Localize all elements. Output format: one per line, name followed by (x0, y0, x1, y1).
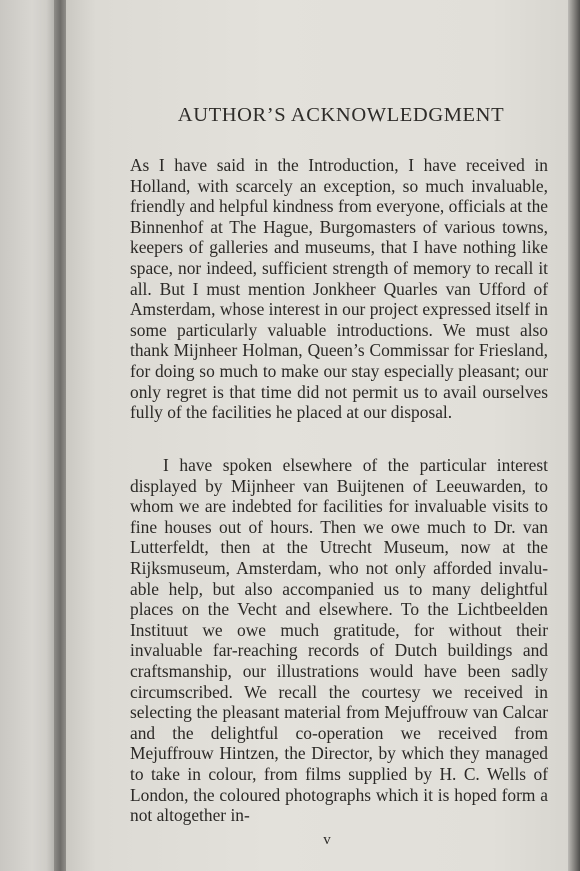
page-number: v (323, 832, 331, 848)
page-footer (66, 0, 568, 871)
paragraph-acknowledgment-1: As I have said in the Introduction, I have received in Holland, with scarcely an exception, so much invaluable, friendly and helpful kindness from everyone, officials at the Binnenhof at The Hague, Burgomasters of various towns, keepers of galleries and museums, that I have nothing like space, nor indeed, sufficient strength of memory to recall it all. But I must mention Jonkheer Quarles van Ufford of Amsterdam, whose interest in our project expressed itself in some particularly valuable introductions. We must also thank Mijnheer Holman, Queen’s Commissar for Friesland, for doing so much to make our stay especially pleasant; our only regret is that time did not permit us to avail ourselves fully of the facilities he placed at our disposal. (130, 155, 548, 423)
page-heading: AUTHOR’S ACKNOWLEDGMENT (177, 104, 505, 126)
page-outer-edge (568, 0, 580, 871)
paragraph-acknowledgment-2: I have spoken elsewhere of the particular interest displayed by Mijnheer van Buijtenen of Leeuwarden, to whom we are indebted for facilities for invaluable visits to fine houses out of hours. Then we owe much to Dr. van Lutterfeldt, then at the Utrecht Museum, now at the Rijksmuseum, Amsterdam, who not only afforded invalu- able help, but also accompanied us to many delightful places on the Vecht and elsewhere. To the Lichtbeelden Instituut we owe much gratitude, for without their invaluable far-reaching records of Dutch buildings and craftsmanship, our illustrations would have been sadly circumscribed. We recall the courtesy we received in selecting the pleasant material from Mejuffrouw van Calcar and the delightful co-operation we received from Mejuffrouw Hintzen, the Director, by which they managed to take in colour, from films supplied by H. C. Wells of London, the coloured photographs which it is hoped form a not altogether in- (130, 455, 548, 826)
facing-page-edge (0, 0, 58, 871)
